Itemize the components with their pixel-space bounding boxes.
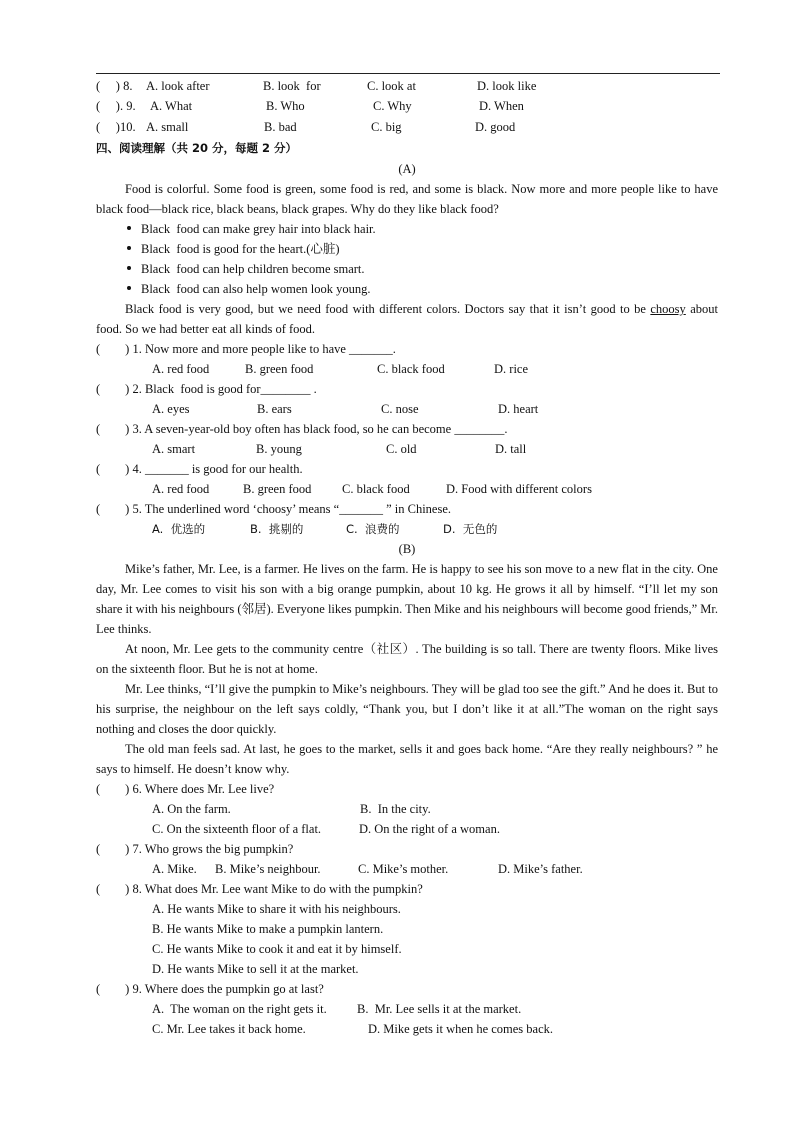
option-c: C. On the sixteenth floor of a flat. xyxy=(152,822,322,836)
option-b: B. young xyxy=(256,442,302,456)
paragraph-text: At noon, Mr. Lee gets to the community centre（社区）. The building is so tall. There are twenty floors. Mike lives on the sixteenth floor. But he is not at home. xyxy=(96,642,718,676)
bullet-text: Black food can help children become smart. xyxy=(141,262,365,276)
option-c: C. He wants Mike to cook it and eat it by himself. xyxy=(152,942,402,956)
question-stem: ( ) 5. The underlined word ‘choosy’ means “_______ ” in Chinese. xyxy=(96,502,452,516)
paragraph-text: The old man feels sad. At last, he goes to the market, sells it and goes back home. “Are they really neighbours? ” he says to himself. He doesn’t know why. xyxy=(96,742,718,776)
bullet-text: Black food can make grey hair into black hair. xyxy=(141,222,376,236)
bullet-icon xyxy=(127,226,131,230)
question-stem: ( ) 1. Now more and more people like to have _______. xyxy=(96,342,396,356)
option-a: A. 优选的 xyxy=(152,522,206,536)
option-b: B. green food xyxy=(243,482,312,496)
option-a: A. On the farm. xyxy=(152,802,231,816)
option-a: A. look after xyxy=(146,79,210,93)
option-b: B. He wants Mike to make a pumpkin lantern. xyxy=(152,922,384,936)
passage-b-label: (B) xyxy=(398,542,416,556)
option-a: A. red food xyxy=(152,362,210,376)
option-b: B. look for xyxy=(263,79,321,93)
bullet-item xyxy=(127,239,340,259)
option-c: C. Mr. Lee takes it back home. xyxy=(152,1022,306,1036)
underlined-word: choosy xyxy=(650,302,686,316)
option-d: D. Mike gets it when he comes back. xyxy=(368,1022,554,1036)
passage-a-paragraph-1 xyxy=(96,179,718,219)
text-run: Black food is very good, but we need food with different colors. Doctors say that it isn’t good to be xyxy=(125,302,651,316)
question-stem: ( ) 4. _______ is good for our health. xyxy=(96,462,303,476)
question-stem: ( ) 2. Black food is good for________ . xyxy=(96,382,317,396)
option-a: A. eyes xyxy=(152,402,190,416)
paragraph-text: Mike’s father, Mr. Lee, is a farmer. He lives on the farm. He is happy to see his son move to a new flat in the city. One day, Mr. Lee comes to visit his son with a big orange pumpkin, about 10 kg. He grows it all by himself. “I’ll let my son share it with his neighbours (邻居). Everyone likes pumpkin. Then Mike and his neighbours will become good friends,” Mr. Lee thinks. xyxy=(96,562,718,636)
option-b: B. bad xyxy=(264,120,297,134)
option-d: D. look like xyxy=(477,79,537,93)
option-c: C. Why xyxy=(373,99,412,113)
option-d: D. heart xyxy=(498,402,539,416)
text-run: about food. So we had better eat all kinds of food. xyxy=(96,302,718,336)
paragraph-text: Food is colorful. Some food is green, some food is red, and some is black. Now more and more people like to have black food—black rice, black beans, black grapes. Why do they like black food? xyxy=(96,182,718,216)
option-a: A. small xyxy=(146,120,189,134)
option-b: B. Who xyxy=(266,99,305,113)
question-stem: ( ) 6. Where does Mr. Lee live? xyxy=(96,782,275,796)
option-d: D. When xyxy=(479,99,524,113)
question-stem: ( ) 8. What does Mr. Lee want Mike to do with the pumpkin? xyxy=(96,882,423,896)
bullet-icon xyxy=(127,266,131,270)
paragraph-text: Mr. Lee thinks, “I’ll give the pumpkin to Mike’s neighbours. They will be glad too see the gift.” And he does it. But to his surprise, the neighbour on the left says coldly, “Thank you, but I don’t like it at all.”The woman on the right says nothing and closes the door quickly. xyxy=(96,682,718,736)
section-title: 四、阅读理解（共 20 分，每题 2 分） xyxy=(96,141,298,155)
option-b: B. Mike’s neighbour. xyxy=(215,862,321,876)
option-a: A. The woman on the right gets it. xyxy=(152,1002,327,1016)
option-c: C. black food xyxy=(342,482,410,496)
question-stem: ( ) 9. Where does the pumpkin go at last? xyxy=(96,982,324,996)
bullet-item xyxy=(127,259,365,279)
option-d: D. 无色的 xyxy=(443,522,498,536)
option-b: B. Mr. Lee sells it at the market. xyxy=(357,1002,522,1016)
option-c: C. old xyxy=(386,442,417,456)
option-c: C. black food xyxy=(377,362,445,376)
bullet-icon xyxy=(127,246,131,250)
option-a: A. He wants Mike to share it with his neighbours. xyxy=(152,902,401,916)
question-number: ( ) 8. xyxy=(96,79,133,93)
option-d: D. Food with different colors xyxy=(446,482,592,496)
option-c: C. Mike’s mother. xyxy=(358,862,449,876)
option-c: C. nose xyxy=(381,402,419,416)
question-number: ( ). 9. xyxy=(96,99,136,113)
option-a: A. smart xyxy=(152,442,196,456)
bullet-item xyxy=(127,219,376,239)
bullet-icon xyxy=(127,286,131,290)
bullet-text: Black food is good for the heart.(心脏) xyxy=(141,242,340,256)
passage-a-paragraph-2 xyxy=(96,299,718,339)
option-d: D. He wants Mike to sell it at the market. xyxy=(152,962,359,976)
option-d: D. tall xyxy=(495,442,527,456)
bullet-item xyxy=(127,279,370,299)
question-stem: ( ) 3. A seven-year-old boy often has black food, so he can become ________. xyxy=(96,422,508,436)
option-c: C. 浪费的 xyxy=(346,522,400,536)
option-b: B. ears xyxy=(257,402,292,416)
paragraph-text xyxy=(96,299,718,339)
option-d: D. On the right of a woman. xyxy=(359,822,500,836)
option-a: A. red food xyxy=(152,482,210,496)
option-d: D. good xyxy=(475,120,516,134)
option-a: A. Mike. xyxy=(152,862,197,876)
option-b: B. 挑剔的 xyxy=(250,522,304,536)
question-number: ( )10. xyxy=(96,120,136,134)
option-b: B. In the city. xyxy=(360,802,431,816)
option-d: D. rice xyxy=(494,362,529,376)
bullet-text: Black food can also help women look young. xyxy=(141,282,371,296)
passage-a-label: (A) xyxy=(398,162,416,176)
passage-b-text xyxy=(96,559,718,779)
option-c: C. big xyxy=(371,120,402,134)
option-b: B. green food xyxy=(245,362,314,376)
option-d: D. Mike’s father. xyxy=(498,862,583,876)
option-c: C. look at xyxy=(367,79,416,93)
option-a: A. What xyxy=(150,99,193,113)
question-stem: ( ) 7. Who grows the big pumpkin? xyxy=(96,842,294,856)
header-rule xyxy=(96,73,720,74)
